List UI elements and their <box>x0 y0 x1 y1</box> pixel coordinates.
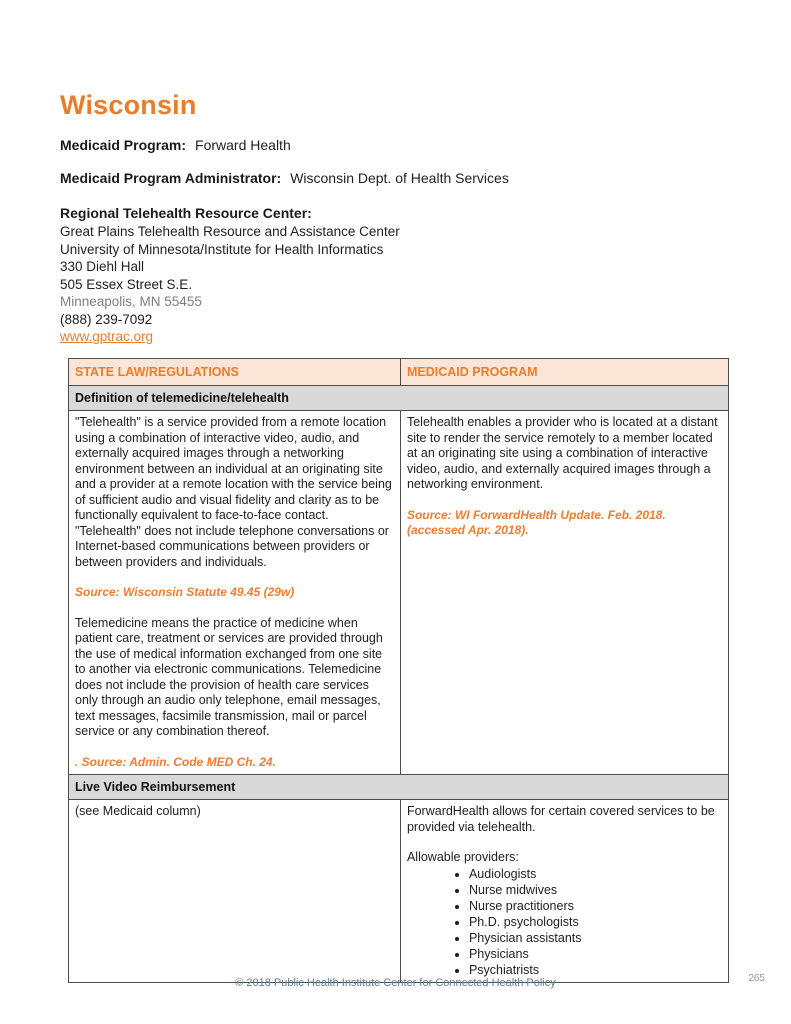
table-row-definition <box>69 411 729 775</box>
resource-center-city-line: Minneapolis, MN 55455 <box>60 294 202 309</box>
allowable-providers-list <box>407 866 722 978</box>
live-video-state-law-cell <box>69 800 401 983</box>
definition-state-law-cell <box>69 411 401 775</box>
section-title-live-video: Live Video Reimbursement <box>69 775 729 800</box>
medicaid-administrator-value: Wisconsin Dept. of Health Services <box>290 170 509 186</box>
provider-list-item: • Ph.D. psychologists <box>469 914 722 930</box>
live-video-medicaid-cell <box>400 800 728 983</box>
medicaid-source: Source: WI ForwardHealth Update. Feb. 2018. (accessed Apr. 2018). <box>406 507 666 537</box>
resource-center-line: Great Plains Telehealth Resource and Assistance Center <box>60 224 400 239</box>
table-header-row <box>69 359 729 386</box>
allowable-providers-label: Allowable providers: <box>406 850 519 864</box>
column-header-state-law: STATE LAW/REGULATIONS <box>69 359 401 386</box>
state-law-source-2: . Source: Admin. Code MED Ch. 24. <box>75 754 276 769</box>
resource-center-website-link[interactable]: www.gptrac.org <box>60 329 154 344</box>
definition-medicaid-cell <box>400 411 728 775</box>
medicaid-program-value: Forward Health <box>195 137 291 153</box>
column-header-medicaid-program: MEDICAID PROGRAM <box>400 359 728 386</box>
medicaid-program-label: Medicaid Program: <box>60 137 187 153</box>
resource-center-label: Regional Telehealth Resource Center: <box>60 205 312 221</box>
footer-copyright: © 2018 Public Health Institute Center for Connected Health Policy <box>235 977 556 989</box>
table-row-live-video <box>69 800 729 983</box>
resource-center-line: 505 Essex Street S.E. <box>60 276 193 292</box>
resource-center-line: University of Minnesota/Institute for Health Informatics <box>60 241 384 257</box>
state-law-source-1: Source: Wisconsin Statute 49.45 (29w) <box>75 585 295 599</box>
medicaid-administrator-line <box>60 170 509 186</box>
resource-center-phone: (888) 239-7092 <box>60 311 153 327</box>
provider-list-item: • Nurse practitioners <box>469 898 722 914</box>
section-row-definition <box>69 386 729 411</box>
resource-center-block <box>60 223 400 346</box>
medicaid-definition-paragraph: Telehealth enables a provider who is located at a distant site to render the service remotely to a member located at an originating site using a combination of interactive video, audio, and externally acquired images through a networking environment. <box>406 415 718 491</box>
provider-list-item: • Psychiatrists <box>469 962 722 978</box>
section-row-live-video <box>69 775 729 800</box>
medicaid-administrator-label: Medicaid Program Administrator: <box>60 170 282 186</box>
provider-list-item: • Audiologists <box>469 866 722 882</box>
provider-list-item: • Physician assistants <box>469 930 722 946</box>
state-law-definition-paragraph-1: "Telehealth" is a service provided from a remote location using a combination of interactive video, audio, and externally acquired images through a networking environment between an individual at an originating site and a provider at a remote location with the service being of sufficient audio and visual fidelity and clarity as to be functionally equivalent to face-to-face contact. "Telehealth" does not include telephone conversations or Internet-based communications between providers or between providers and individuals. <box>75 415 392 569</box>
state-law-definition-paragraph-2: Telemedicine means the practice of medicine when patient care, treatment or services are provided through the use of medical information exchanged from one site to another via electronic communications. Telemedicine does not include the provision of health care services only through an audio only telephone, email messages, text messages, facsimile transmission, mail or parcel service or any combination thereof. <box>75 615 383 738</box>
page-number: 265 <box>748 973 765 984</box>
provider-list-item: • Nurse midwives <box>469 882 722 898</box>
resource-center-line: 330 Diehl Hall <box>60 259 145 274</box>
provider-list-item: • Physicians <box>469 946 722 962</box>
page-title: Wisconsin <box>60 90 197 120</box>
see-medicaid-column-note: (see Medicaid column) <box>75 804 201 818</box>
medicaid-program-line <box>60 137 291 153</box>
policy-table <box>68 358 729 983</box>
live-video-medicaid-paragraph: ForwardHealth allows for certain covered services to be provided via telehealth. <box>406 804 715 834</box>
section-title-definition: Definition of telemedicine/telehealth <box>69 386 729 411</box>
